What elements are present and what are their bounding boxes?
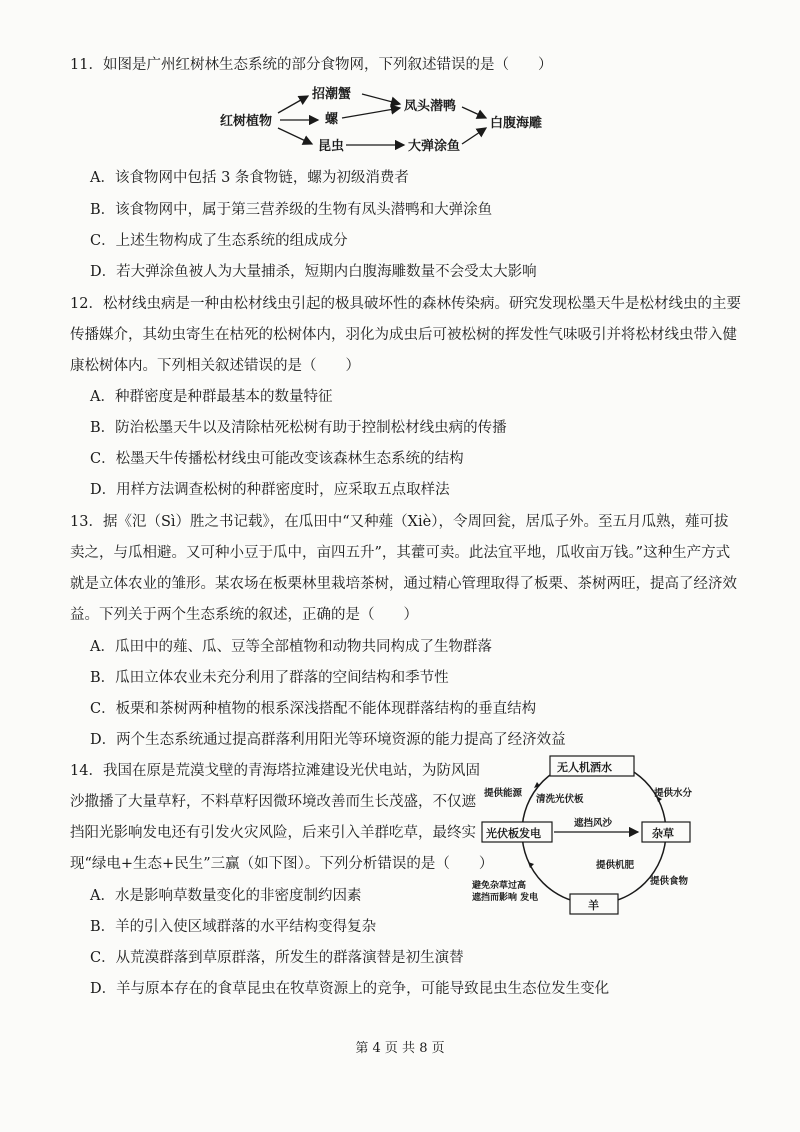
q11-option-b: B．该食物网中，属于第三营养级的生物有凤头潜鸭和大弹涂鱼 — [90, 202, 493, 218]
arrow-mudskipper-eagle — [462, 128, 486, 144]
node-snail: 螺 — [325, 112, 339, 127]
label-pv: 光伏板发电 — [486, 827, 541, 840]
q14-stem-line-2: 沙撒播了大量草籽，不料草籽因微环境改善而生长茂盛，不仅遮 — [70, 794, 476, 810]
label-sheep: 羊 — [588, 899, 599, 912]
node-insect: 昆虫 — [318, 139, 345, 154]
q14-option-a: A．水是影响草数量变化的非密度制约因素 — [90, 888, 362, 904]
q13-stem-line-1: 13．据《氾（Sì）胜之书记载》，在瓜田中“又种薤（Xiè），令周回瓮，居瓜子外。至五月瓜熟，薤可拔 — [70, 514, 729, 530]
q11-stem: 11．如图是广州红树林生态系统的部分食物网，下列叙述错误的是（ ） — [70, 57, 553, 73]
page-footer: 第 4 页 共 8 页 — [355, 1041, 445, 1056]
q12-option-d: D．用样方法调查松树的种群密度时，应采取五点取样法 — [90, 482, 450, 498]
arrow-crab-grebe — [362, 94, 400, 104]
q12-stem-line-2: 传播媒介，其幼虫寄生在枯死的松树体内，羽化为成虫后可被松树的挥发性气味吸引并将松材线虫带入健 — [70, 327, 737, 343]
node-eagle: 白腹海雕 — [490, 116, 543, 131]
q11-option-c: C．上述生物构成了生态系统的组成成分 — [90, 233, 348, 249]
label-water: 提供水分 — [654, 788, 693, 799]
q13-option-d: D．两个生态系统通过提高群落利用阳光等环境资源的能力提高了经济效益 — [90, 732, 566, 748]
q13-option-c: C．板栗和茶树两种植物的根系深浅搭配不能体现群落结构的垂直结构 — [90, 701, 537, 717]
q14-option-b: B．羊的引入使区域群落的水平结构变得复杂 — [90, 919, 377, 935]
label-fertilizer: 提供机肥 — [596, 860, 635, 871]
node-grebe: 凤头潜鸭 — [404, 99, 457, 114]
food-web-diagram — [200, 80, 580, 160]
arrow-mangrove-crab — [278, 96, 308, 113]
q12-option-c: C．松墨天牛传播松材线虫可能改变该森林生态系统的结构 — [90, 451, 464, 467]
q13-stem-line-3: 就是立体农业的雏形。某农场在板栗林里栽培茶树，通过精心管理取得了板栗、茶树两旺，提高了经济效 — [70, 576, 737, 592]
label-avoid-2: 遮挡而影响 发电 — [472, 893, 539, 903]
q13-option-b: B．瓜田立体农业未充分利用了群落的空间结构和季节性 — [90, 670, 449, 686]
label-grass: 杂草 — [652, 827, 674, 840]
q11-option-d: D．若大弹涂鱼被人为大量捕杀，短期内白腹海雕数量不会受太大影响 — [90, 264, 537, 280]
pv-cycle-diagram — [462, 750, 732, 920]
q14-stem-line-1: 14．我国在原是荒漠戈壁的青海塔拉滩建设光伏电站，为防风固 — [70, 763, 480, 779]
q14-option-c: C．从荒漠群落到草原群落，所发生的群落演替是初生演替 — [90, 950, 464, 966]
node-mangrove: 红树植物 — [220, 114, 273, 129]
node-mudskipper: 大弹涂鱼 — [408, 139, 461, 154]
arrow-grebe-eagle — [462, 107, 486, 118]
q13-stem-line-2: 卖之，与瓜相避。又可种小豆于瓜中，亩四五升”，其藿可卖。此法宜平地，瓜收亩万钱。”这种生产方式 — [70, 545, 731, 561]
q11-option-a: A．该食物网中包括 3 条食物链，螺为初级消费者 — [90, 170, 409, 186]
q14-stem-line-4: 现“绿电+生态+民生”三赢（如下图）。下列分析错误的是（ ） — [70, 856, 494, 872]
label-shade: 遮挡风沙 — [574, 818, 613, 829]
label-avoid-1: 避免杂草过高 — [472, 881, 527, 891]
label-energy: 提供能源 — [484, 788, 523, 799]
q14-option-d: D．羊与原本存在的食草昆虫在牧草资源上的竞争，可能导致昆虫生态位发生变化 — [90, 981, 610, 997]
q12-stem-line-3: 康松树体内。下列相关叙述错误的是（ ） — [70, 358, 360, 374]
arrow-mangrove-insect — [278, 128, 312, 144]
node-crab: 招潮蟹 — [312, 87, 352, 102]
label-drone: 无人机洒水 — [557, 761, 612, 774]
arrow-snail-grebe — [342, 108, 400, 118]
q12-stem-line-1: 12．松材线虫病是一种由松材线虫引起的极具破坏性的森林传染病。研究发现松墨天牛是松材线虫的主要 — [70, 296, 741, 312]
q12-option-b: B．防治松墨天牛以及清除枯死松树有助于控制松材线虫病的传播 — [90, 420, 507, 436]
label-food: 提供食物 — [650, 876, 689, 887]
q14-stem-line-3: 挡阳光影响发电还有引发火灾风险，后来引入羊群吃草，最终实 — [70, 825, 476, 841]
q12-option-a: A．种群密度是种群最基本的数量特征 — [90, 389, 333, 405]
q13-stem-line-4: 益。下列关于两个生态系统的叙述，正确的是（ ） — [70, 607, 418, 623]
label-clean: 清洗光伏板 — [536, 794, 584, 805]
q13-option-a: A．瓜田中的薤、瓜、豆等全部植物和动物共同构成了生物群落 — [90, 639, 492, 655]
